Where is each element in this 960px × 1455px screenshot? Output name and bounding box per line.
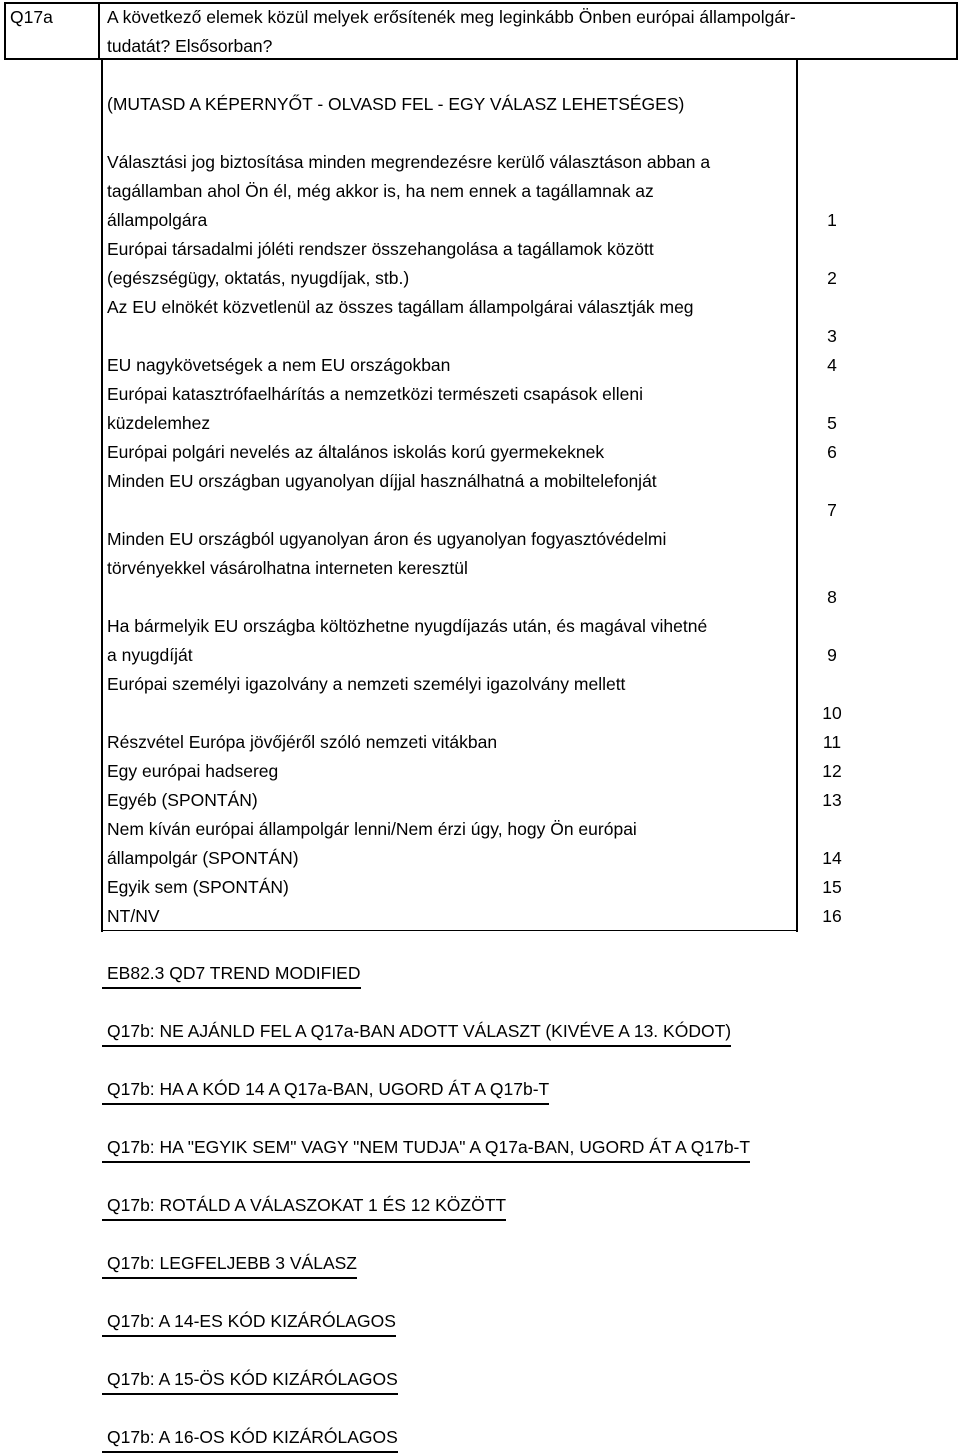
routing-note: Q17b: NE AJÁNLD FEL A Q17a-BAN ADOTT VÁLASZT (KIVÉVE A 13. KÓDOT): [102, 1017, 731, 1047]
answer-code: 7: [827, 500, 837, 520]
answer-text: a nyugdíját: [107, 645, 193, 665]
answer-code: 8: [827, 587, 837, 607]
answer-code: 2: [827, 268, 837, 288]
answer-text: Európai katasztrófaelhárítás a nemzetközi természeti csapások elleni: [107, 384, 643, 404]
routing-note: Q17b: A 14-ES KÓD KIZÁRÓLAGOS: [102, 1307, 396, 1337]
read-out-instruction: (MUTASD A KÉPERNYŐT - OLVASD FEL - EGY VÁLASZ LEHETSÉGES): [107, 94, 685, 114]
answer-text: Minden EU országban ugyanolyan díjjal használhatná a mobiltelefonját: [107, 471, 657, 491]
answers-right-border: [796, 60, 798, 932]
routing-note: Q17b: HA A KÓD 14 A Q17a-BAN, UGORD ÁT A Q17b-T: [102, 1075, 549, 1105]
answer-code: 5: [827, 413, 837, 433]
answer-text: küzdelemhez: [107, 413, 211, 433]
answer-text: állampolgára: [107, 210, 208, 230]
answer-code: 12: [822, 761, 842, 781]
answer-code: 16: [822, 906, 842, 926]
routing-note: Q17b: HA "EGYIK SEM" VAGY "NEM TUDJA" A Q17a-BAN, UGORD ÁT A Q17b-T: [102, 1133, 750, 1163]
answer-text: Nem kíván európai állampolgár lenni/Nem érzi úgy, hogy Ön európai: [107, 819, 637, 839]
answer-code: 9: [827, 645, 837, 665]
question-text-line-2: tudatát? Elsősorban?: [107, 36, 273, 56]
answer-text: törvényekkel vásárolhatna interneten keresztül: [107, 558, 468, 578]
answer-text: Az EU elnökét közvetlenül az összes tagállam állampolgárai választják meg: [107, 297, 694, 317]
answer-text: Egy európai hadsereg: [107, 761, 279, 781]
answer-text: Egyéb (SPONTÁN): [107, 790, 258, 810]
answer-code: 15: [822, 877, 842, 897]
answer-text: (egészségügy, oktatás, nyugdíjak, stb.): [107, 268, 410, 288]
answer-text: Részvétel Európa jövőjéről szóló nemzeti vitákban: [107, 732, 498, 752]
answer-text: Minden EU országból ugyanolyan áron és ugyanolyan fogyasztóvédelmi: [107, 529, 667, 549]
question-text-line-1: A következő elemek közül melyek erősítenék meg leginkább Önben európai állampolgár-: [107, 7, 796, 27]
answers-bottom-border: [101, 930, 798, 931]
answer-text: NT/NV: [107, 906, 160, 926]
answer-text: EU nagykövetségek a nem EU országokban: [107, 355, 451, 375]
answer-code: 1: [827, 210, 837, 230]
answer-code: 6: [827, 442, 837, 462]
answer-code: 11: [822, 732, 842, 752]
answer-text: Európai társadalmi jóléti rendszer összehangolása a tagállamok között: [107, 239, 654, 259]
trend-note: EB82.3 QD7 TREND MODIFIED: [102, 959, 361, 989]
answer-code: 13: [822, 790, 842, 810]
answer-text: tagállamban ahol Ön él, még akkor is, ha nem ennek a tagállamnak az: [107, 181, 654, 201]
routing-note: Q17b: A 15-ÖS KÓD KIZÁRÓLAGOS: [102, 1365, 398, 1395]
answer-code: 4: [827, 355, 837, 375]
answer-text: állampolgár (SPONTÁN): [107, 848, 299, 868]
answers-left-border: [101, 60, 103, 932]
answer-text: Európai személyi igazolvány a nemzeti személyi igazolvány mellett: [107, 674, 626, 694]
answer-text: Választási jog biztosítása minden megrendezésre kerülő választáson abban a: [107, 152, 711, 172]
routing-note: Q17b: ROTÁLD A VÁLASZOKAT 1 ÉS 12 KÖZÖTT: [102, 1191, 506, 1221]
answer-text: Európai polgári nevelés az általános iskolás korú gyermekeknek: [107, 442, 605, 462]
answer-code: 14: [822, 848, 842, 868]
question-id: Q17a: [10, 7, 53, 27]
question-id-divider: [98, 2, 100, 60]
answer-code: 3: [827, 326, 837, 346]
answer-text: Ha bármelyik EU országba költözhetne nyugdíjazás után, és magával vihetné: [107, 616, 708, 636]
routing-note: Q17b: A 16-OS KÓD KIZÁRÓLAGOS: [102, 1423, 398, 1453]
answer-text: Egyik sem (SPONTÁN): [107, 877, 289, 897]
answer-code: 10: [822, 703, 842, 723]
routing-note: Q17b: LEGFELJEBB 3 VÁLASZ: [102, 1249, 357, 1279]
